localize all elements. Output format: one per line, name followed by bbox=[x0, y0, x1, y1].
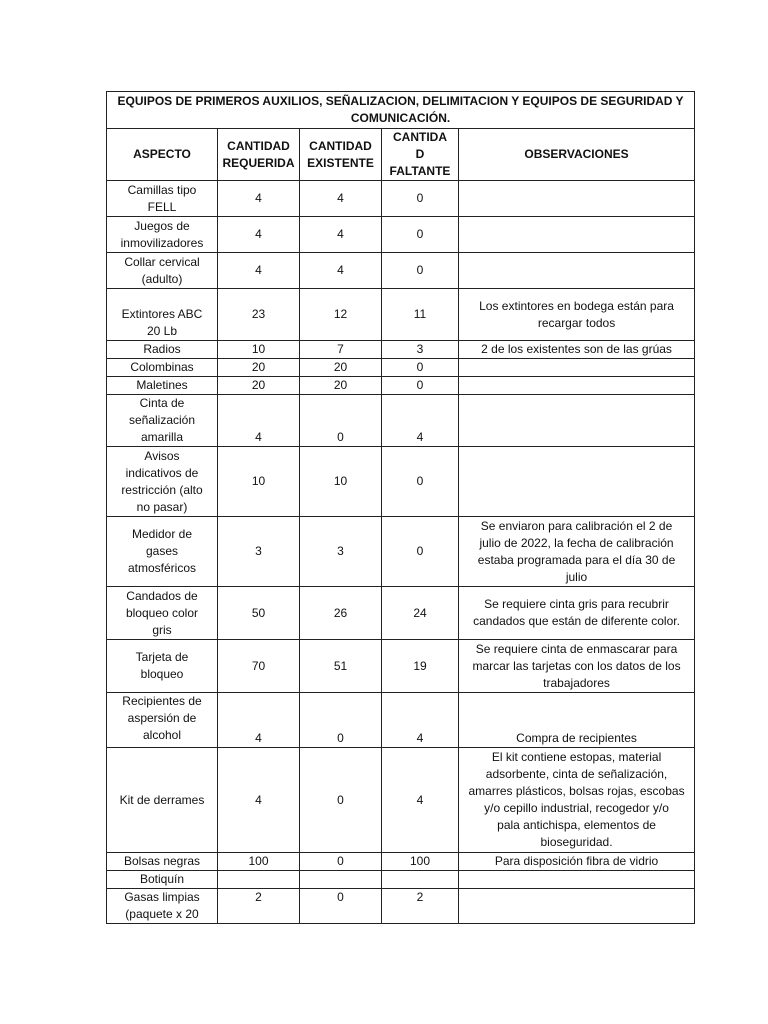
cell-faltante: 0 bbox=[382, 217, 459, 253]
cell-faltante bbox=[382, 871, 459, 889]
cell-observaciones bbox=[459, 395, 695, 447]
cell-aspecto: Gasas limpias (paquete x 20 bbox=[107, 889, 218, 924]
cell-observaciones bbox=[459, 447, 695, 517]
cell-requerida: 4 bbox=[218, 748, 300, 853]
cell-observaciones: Se enviaron para calibración el 2 de julio de 2022, la fecha de calibración estaba programada para el día 30 de julio bbox=[459, 517, 695, 587]
header-observaciones: OBSERVACIONES bbox=[459, 129, 695, 181]
cell-aspecto: Kit de derrames bbox=[107, 748, 218, 853]
header-cantidad-faltante: CANTIDA D FALTANTE bbox=[382, 129, 459, 181]
cell-requerida: 20 bbox=[218, 377, 300, 395]
table-row bbox=[107, 889, 695, 924]
cell-aspecto: Recipientes de aspersión de alcohol bbox=[107, 693, 218, 748]
cell-observaciones bbox=[459, 253, 695, 289]
cell-observaciones: Los extintores en bodega están para recargar todos bbox=[459, 289, 695, 341]
cell-aspecto: Camillas tipo FELL bbox=[107, 181, 218, 217]
cell-aspecto: Juegos de inmovilizadores bbox=[107, 217, 218, 253]
cell-faltante: 0 bbox=[382, 517, 459, 587]
cell-observaciones: El kit contiene estopas, material adsorbente, cinta de señalización, amarres plásticos, bolsas rojas, escobas y/o cepillo industrial, recogedor y/o pala antichispa, elementos de bioseguridad. bbox=[459, 748, 695, 853]
cell-aspecto: Medidor de gases atmosféricos bbox=[107, 517, 218, 587]
cell-existente: 0 bbox=[300, 889, 382, 924]
table-row bbox=[107, 217, 695, 253]
cell-existente bbox=[300, 871, 382, 889]
cell-requerida: 4 bbox=[218, 253, 300, 289]
cell-observaciones bbox=[459, 377, 695, 395]
cell-aspecto: Cinta de señalización amarilla bbox=[107, 395, 218, 447]
cell-aspecto: Avisos indicativos de restricción (alto no pasar) bbox=[107, 447, 218, 517]
table-row bbox=[107, 253, 695, 289]
table-row bbox=[107, 377, 695, 395]
cell-requerida: 4 bbox=[218, 181, 300, 217]
table-row bbox=[107, 517, 695, 587]
cell-aspecto: Maletines bbox=[107, 377, 218, 395]
cell-faltante: 0 bbox=[382, 253, 459, 289]
cell-faltante: 4 bbox=[382, 748, 459, 853]
header-aspecto: ASPECTO bbox=[107, 129, 218, 181]
cell-faltante: 0 bbox=[382, 359, 459, 377]
cell-existente: 0 bbox=[300, 395, 382, 447]
table-row bbox=[107, 748, 695, 853]
cell-existente: 0 bbox=[300, 693, 382, 748]
table-row bbox=[107, 289, 695, 341]
cell-aspecto: Colombinas bbox=[107, 359, 218, 377]
cell-faltante: 0 bbox=[382, 181, 459, 217]
cell-existente: 10 bbox=[300, 447, 382, 517]
cell-observaciones: Para disposición fibra de vidrio bbox=[459, 853, 695, 871]
cell-requerida: 20 bbox=[218, 359, 300, 377]
table-row bbox=[107, 693, 695, 748]
cell-observaciones bbox=[459, 359, 695, 377]
cell-faltante: 0 bbox=[382, 377, 459, 395]
cell-faltante: 3 bbox=[382, 341, 459, 359]
cell-requerida: 23 bbox=[218, 289, 300, 341]
table-row bbox=[107, 341, 695, 359]
cell-observaciones: Se requiere cinta gris para recubrir candados que están de diferente color. bbox=[459, 587, 695, 640]
cell-requerida: 100 bbox=[218, 853, 300, 871]
table-row bbox=[107, 640, 695, 693]
cell-existente: 4 bbox=[300, 253, 382, 289]
cell-aspecto: Tarjeta de bloqueo bbox=[107, 640, 218, 693]
cell-requerida: 10 bbox=[218, 447, 300, 517]
table-row bbox=[107, 181, 695, 217]
cell-requerida: 4 bbox=[218, 693, 300, 748]
cell-requerida: 3 bbox=[218, 517, 300, 587]
equipment-table bbox=[106, 91, 695, 924]
title-row bbox=[107, 92, 695, 129]
cell-observaciones: 2 de los existentes son de las grúas bbox=[459, 341, 695, 359]
cell-existente: 12 bbox=[300, 289, 382, 341]
table-row bbox=[107, 871, 695, 889]
cell-existente: 4 bbox=[300, 217, 382, 253]
cell-observaciones bbox=[459, 181, 695, 217]
header-cantidad-existente: CANTIDAD EXISTENTE bbox=[300, 129, 382, 181]
cell-existente: 3 bbox=[300, 517, 382, 587]
cell-existente: 51 bbox=[300, 640, 382, 693]
cell-requerida: 2 bbox=[218, 889, 300, 924]
table-row bbox=[107, 359, 695, 377]
cell-existente: 20 bbox=[300, 377, 382, 395]
cell-aspecto: Radios bbox=[107, 341, 218, 359]
cell-requerida: 4 bbox=[218, 217, 300, 253]
cell-requerida: 50 bbox=[218, 587, 300, 640]
cell-aspecto: Candados de bloqueo color gris bbox=[107, 587, 218, 640]
cell-requerida: 70 bbox=[218, 640, 300, 693]
cell-faltante: 19 bbox=[382, 640, 459, 693]
header-cantidad-requerida: CANTIDAD REQUERIDA bbox=[218, 129, 300, 181]
cell-existente: 7 bbox=[300, 341, 382, 359]
cell-existente: 4 bbox=[300, 181, 382, 217]
table-row bbox=[107, 395, 695, 447]
cell-observaciones bbox=[459, 871, 695, 889]
cell-faltante: 4 bbox=[382, 693, 459, 748]
cell-requerida bbox=[218, 871, 300, 889]
cell-existente: 0 bbox=[300, 748, 382, 853]
cell-faltante: 11 bbox=[382, 289, 459, 341]
table-title: EQUIPOS DE PRIMEROS AUXILIOS, SEÑALIZACION, DELIMITACION Y EQUIPOS DE SEGURIDAD Y COMUNICACIÓN. bbox=[107, 92, 695, 129]
cell-requerida: 10 bbox=[218, 341, 300, 359]
cell-existente: 0 bbox=[300, 853, 382, 871]
cell-faltante: 0 bbox=[382, 447, 459, 517]
cell-aspecto: Extintores ABC 20 Lb bbox=[107, 289, 218, 341]
cell-existente: 26 bbox=[300, 587, 382, 640]
cell-observaciones: Se requiere cinta de enmascarar para marcar las tarjetas con los datos de los trabajadores bbox=[459, 640, 695, 693]
cell-faltante: 4 bbox=[382, 395, 459, 447]
header-row bbox=[107, 129, 695, 181]
cell-observaciones: Compra de recipientes bbox=[459, 693, 695, 748]
cell-faltante: 24 bbox=[382, 587, 459, 640]
cell-aspecto: Bolsas negras bbox=[107, 853, 218, 871]
cell-aspecto: Botiquín bbox=[107, 871, 218, 889]
table-row bbox=[107, 447, 695, 517]
cell-observaciones bbox=[459, 217, 695, 253]
table-row bbox=[107, 853, 695, 871]
cell-observaciones bbox=[459, 889, 695, 924]
cell-faltante: 100 bbox=[382, 853, 459, 871]
table-row bbox=[107, 587, 695, 640]
cell-aspecto: Collar cervical (adulto) bbox=[107, 253, 218, 289]
cell-existente: 20 bbox=[300, 359, 382, 377]
cell-faltante: 2 bbox=[382, 889, 459, 924]
cell-requerida: 4 bbox=[218, 395, 300, 447]
